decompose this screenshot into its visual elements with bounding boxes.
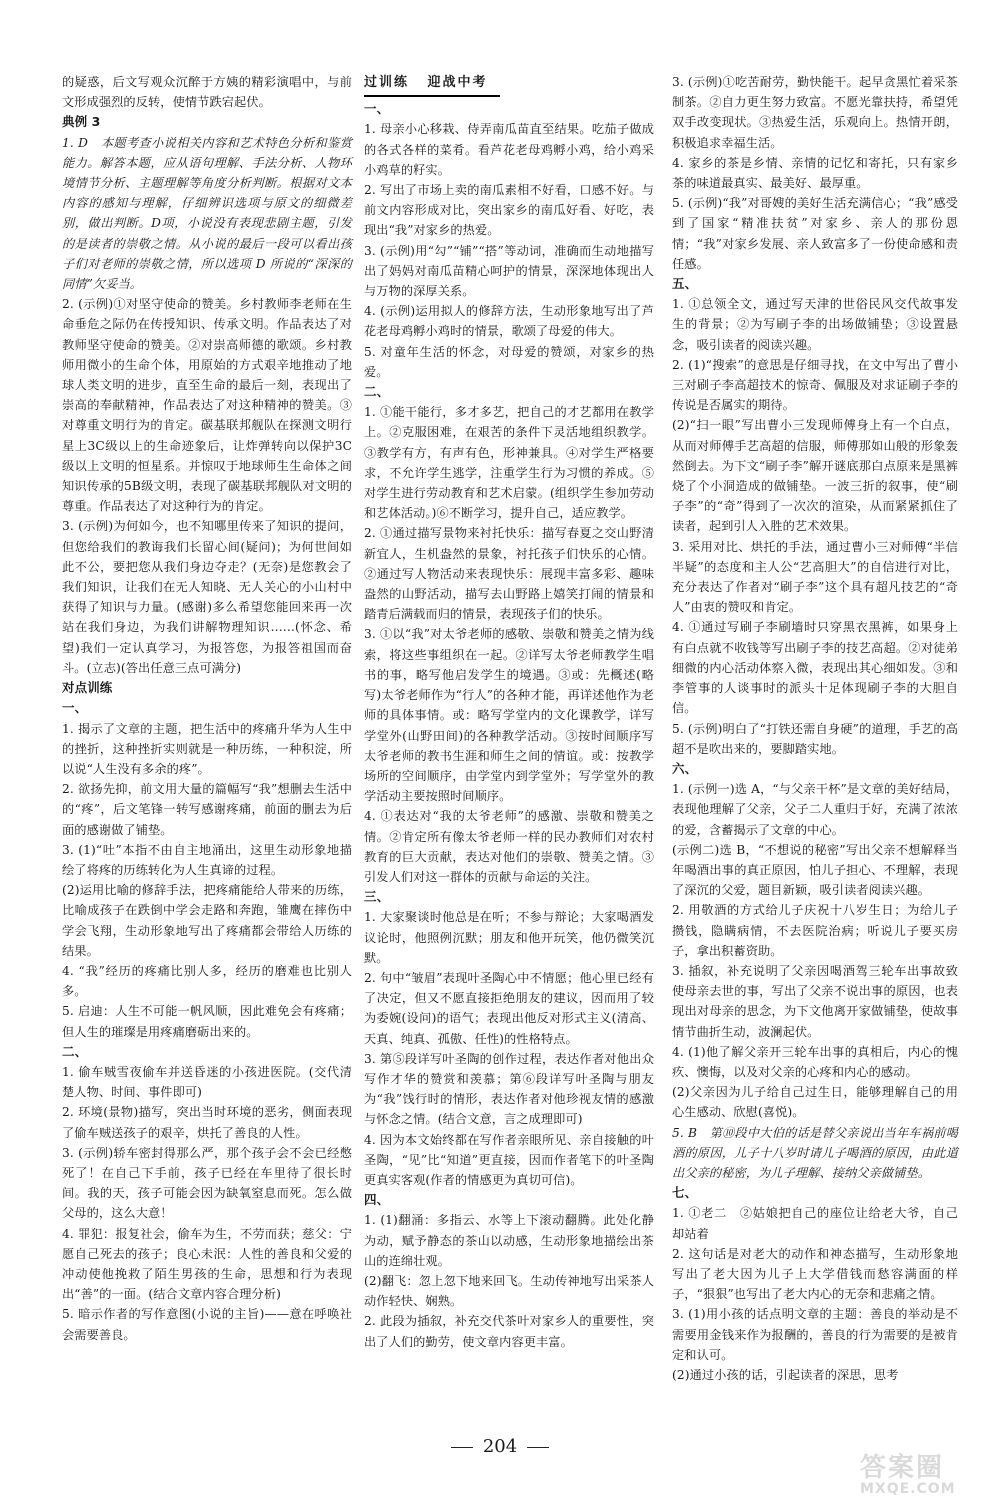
answer-paragraph: 4. “我”经历的疼痛比别人多，经历的磨难也比别人多。	[62, 963, 352, 999]
answer-paragraph: 5. 暗示作者的写作意图(小说的主旨)——意在呼唤社会需要善良。	[62, 1307, 352, 1342]
answer-paragraph: 2. 这句话是对老大的动作和神态描写，生动形象地写出了老大因为儿子上大学借钱而愁容满面的样子，“狠狠”也写出了老大内心的无奈和悲痛之情。	[672, 1246, 958, 1302]
answer-paragraph: 2. (示例)①对坚守使命的赞美。乡村教师李老师在生命垂危之际仍在传授知识、传承文明。作品表达了对教师坚守使命的赞美。②对崇高师德的歌颂。乡村教师用微小的生命个体，用原始的方式艰辛地推动了地球人类文明的进步，直至生命的最后一刻，表现出了崇高的奉献精神，作品表达了对这种精神的赞美。③对尊重文明行为的肯定。碳基联邦舰队在探测文明行星上3C级以上的生命迹象后，让炸弹转向以保护3C级以上文明的恒星系。并惊叹于地球师生生命体之间知识传承的5B级文明，表现了碳基联邦舰队对文明的尊重。作品表达了对这种行为的肯定。	[62, 297, 352, 514]
page-number	[0, 1436, 1000, 1457]
answer-paragraph: 5. 启迪：人生不可能一帆风顺，因此难免会有疼痛；但人生的璀璨是用疼痛磨砺出来的。	[62, 1004, 352, 1039]
answer-paragraph: 1. 偷车贼雪夜偷车并送昏迷的小孩进医院。(交代清楚人物、时间、事件即可)	[62, 1064, 352, 1100]
answer-paragraph: 2. 用敬酒的方式给儿子庆祝十八岁生日；为给儿子攒钱，隐瞒病情，不去医院治病；听说儿子要买房子，拿出积蓄资助。	[672, 903, 958, 958]
answer-paragraph: (2)翻飞：忽上忽下地来回飞。生动传神地写出采茶人动作轻快、娴熟。	[364, 1273, 654, 1309]
answer-paragraph: 1. D 本题考查小说相关内容和艺术特色分析和鉴赏能力。解答本题，应从语句理解、手法分析、人物环境情节分析、主题理解等角度分析判断。根据对文本内容的感知与理解，仔细辨识选项与原文的细微差别，做出判断。D项，小说没有表现悲剧主题，引发的是读者的崇敬之情。从小说的最后一段可以看出孩子们对老师的崇敬之情，所以选项 D 所说的“深深的同情”欠妥当。	[62, 135, 352, 292]
answer-paragraph: 4. (1)他了解父亲开三轮车出事的真相后，内心的愧疚、懊悔，以及对父亲的心疼和内心的感动。	[672, 1044, 958, 1079]
answer-paragraph: 4. ①通过写刷子李刷墙时只穿黑衣黑裤，如果身上有白点就不收钱等写出刷子李的技艺高超。②对徒弟细微的内心活动体察入微，表现出其心细如发。③和李管事的人谈事时的派头十足体现刷子李的大胆自信。	[672, 620, 958, 716]
section-banner	[364, 73, 500, 97]
answer-paragraph: 2. (1)“搜索”的意思是仔细寻找，在文中写出了曹小三对刷子李高超技术的惊奇、佩服及对求证刷子李的传说是否属实的期待。	[672, 357, 958, 413]
answer-paragraph: 4. 家乡的茶是乡情、亲情的记忆和寄托，只有家乡茶的味道最真实、最美好、最厚重。	[672, 155, 958, 191]
section-heading: 典例 3	[62, 114, 101, 130]
watermark-logo	[860, 1455, 990, 1499]
answer-paragraph: 4. 罪犯：报复社会，偷车为生，不劳而获；慈父：宁愿自己死去的孩子；良心未泯：人性的善良和父爱的冲动使他挽救了陌生男孩的生命，思想和行为表现出“善”的一面。(结合文章内容合理分析)	[62, 1226, 352, 1302]
subsection-number: 七、	[672, 1185, 698, 1201]
answer-paragraph: 1. ①能干能行，多才多艺，把自己的才艺都用在教学上。②克服困难，在艰苦的条件下灵活地组织教学。③教学有方，有声有色，形神兼具。④对学生严格要求，不允许学生逃学，注重学生行为习惯的养成。⑤对学生进行劳动教育和艺术启蒙。(组织学生参加劳动和艺体活动。)⑥不断学习，提升自己，适应教学。	[364, 405, 654, 521]
answer-paragraph: 3. (1)用小孩的话点明文章的主题：善良的举动是不需要用金钱来作为报酬的，善良的行为需要的是被肯定和认可。	[672, 1307, 958, 1362]
subsection-number: 六、	[672, 760, 698, 776]
answer-paragraph: 的疑惑，后文写观众沉醉于方姨的精彩演唱中，与前文形成强烈的反转，使情节跌宕起伏。	[62, 75, 352, 110]
answer-paragraph: 1. ①总领全文，通过写天津的世俗民风交代故事发生的背景；②为写刷子李的出场做铺垫；③设置悬念，吸引读者的阅读兴趣。	[672, 297, 958, 352]
answer-paragraph: 2. 环境(景物)描写，突出当时环境的恶劣，侧面表现了偷车贼送孩子的艰辛，烘托了善良的人性。	[62, 1105, 352, 1140]
answer-paragraph: 4. 因为本文始终都在写作者亲眼所见、亲自接触的叶圣陶，“见”比“知道”更直接，因而作者笔下的叶圣陶更真实客观(作者的情感更为真切可信)。	[364, 1132, 654, 1187]
answer-paragraph: 2. 写出了市场上卖的南瓜素相不好看，口感不好。与前文内容形成对比，突出家乡的南瓜好看、好吃，表现出“我”对家乡的热爱。	[364, 183, 654, 238]
answer-paragraph: 3. 第⑤段详写叶圣陶的创作过程，表达作者对他出众写作才华的赞赏和羡慕；第⑥段详写叶圣陶与朋友为“我”饯行时的情形，表达作者对他珍视友情的感激与怀念之情。(结合文意，言之成理即可)	[364, 1051, 654, 1127]
answer-paragraph: 3. (示例)用“勾”“铺”“搭”等动词，准确而生动地描写出了妈妈对南瓜苗精心呵护的情景，深深地体现出人与万物的深厚关系。	[364, 243, 654, 299]
watermark-line2: MXQE.COM	[860, 1481, 956, 1497]
right-dash	[527, 1447, 549, 1448]
section-heading: 对点训练	[62, 680, 113, 696]
answer-paragraph: 1. (示例一)选 A，“与父亲干杯”是文章的美好结局，表现他理解了父亲，父子二人重归于好，充满了浓浓的爱，含蓄揭示了文章的中心。	[672, 782, 958, 837]
answer-paragraph: 2. 欲扬先抑，前文用大量的篇幅写“我”想删去生活中的“疼”，后文笔锋一转写感谢疼痛，前面的删去为后面的感谢做了铺垫。	[62, 782, 352, 837]
answer-paragraph: 1. 揭示了文章的主题，把生活中的疼痛升华为人生中的挫折，这种挫折实则就是一种历练，一种积淀，所以说“人生没有多余的疼”。	[62, 721, 352, 776]
answer-paragraph: 5. (示例)明白了“打铁还需自身硬”的道理，手艺的高超不是吹出来的，要脚踏实地。	[672, 721, 958, 756]
answer-column-3	[672, 72, 958, 1385]
subsection-number: 三、	[364, 889, 390, 905]
answer-paragraph: (2)“扫一眼”写出曹小三发现师傅身上有一个白点，从而对师傅手艺高超的信服，师傅那如山般的形象轰然倒去。为下文“刷子李”解开谜底那白点原来是黑裤烧了个小洞造成的做铺垫。一波三折的叙事，使“刷子李”的“奇”得到了一次次的渲染，从而紧紧抓住了读者，起到引人入胜的艺术效果。	[672, 418, 958, 534]
answer-paragraph: 3. (1)“吐”本指不由自主地涌出，这里生动形象地描绘了将疼的历练转化为人生真谛的过程。	[62, 842, 352, 877]
watermark-line1: 答案圈	[860, 1453, 945, 1483]
answer-paragraph: (2)父亲因为儿子给自己过生日，能够理解自己的用心生感动、欣慰(喜悦)。	[672, 1085, 958, 1120]
subsection-number: 一、	[62, 700, 88, 716]
subsection-number: 二、	[364, 384, 390, 400]
answer-paragraph: 1. 母亲小心移栽、侍弄南瓜苗直至结果。吃茄子做成的各式各样的菜肴。看芦花老母鸡孵小鸡，给小鸡采小鸡草的籽实。	[364, 122, 654, 177]
answer-paragraph: 1. ①老二 ②姑娘把自己的座位让给老大爷，自己却站着	[672, 1206, 958, 1241]
banner-title-1: 过训练	[364, 75, 410, 90]
answer-paragraph: 4. ①表达对“我的太爷老师”的感激、崇敬和赞美之情。②肯定所有像太爷老师一样的民办教师们对农村教育的巨大贡献，表达对他们的崇敬、赞美之情。③引发人们对这一群体的贡献与命运的关注。	[364, 809, 654, 884]
column-2-body	[364, 99, 654, 1352]
answer-column-1	[62, 72, 352, 1345]
answer-paragraph: 5. B 第⑩段中大伯的话是替父亲说出当年车祸前喝酒的原因，儿子十八岁时请儿子喝酒的原因，由此道出父亲的秘密，为儿子理解、接纳父亲做铺垫。	[672, 1125, 958, 1180]
answer-paragraph: 3. 采用对比、烘托的手法，通过曹小三对师傅“半信半疑”的态度和主人公“艺高胆大”的自信进行对比，充分表达了作者对“刷子李”这个具有超凡技艺的“奇人”由衷的赞叹和肯定。	[672, 539, 958, 615]
subsection-number: 一、	[364, 101, 390, 117]
answer-paragraph: 3. (示例)①吃苦耐劳，勤快能干。起早贪黑忙着采茶制茶。②自力更生努力致富。不愿光靠扶持，希望凭双手改变现状。③热爱生活，乐观向上。热情开朗，积极追求幸福生活。	[672, 75, 958, 150]
subsection-number: 五、	[672, 276, 698, 292]
answer-paragraph: (2)运用比喻的修辞手法，把疼痛能给人带来的历练，比喻成孩子在跌倒中学会走路和奔跑，雏鹰在摔伤中学会飞翔，生动形象地写出了疼痛都会带给人历练的结果。	[62, 883, 352, 958]
answer-paragraph: 1. (1)翻涌：多指云、水等上下滚动翻腾。此处化静为动，赋予静态的茶山以动感，生动形象地描绘出茶山的连绵壮观。	[364, 1213, 654, 1268]
answer-paragraph: 3. (示例)为何如今，也不知哪里传来了知识的提问，但您给我们的教诲我们长留心间(疑问)；为何世间如此不公，要把您从我们身边夺走？(无奈)是您教会了我们知识，让我们在无人知晓、无人关心的小山村中获得了知识与力量。(感谢)多么希望您能回来再一次站在我们身边，为我们讲解物理知识……(怀念、希望)我们一定认真学习，为报答您，为报答祖国而奋斗。(立志)(答出任意三点可满分)	[62, 519, 352, 675]
answer-paragraph: 1. 大家聚谈时他总是在听；不参与辩论；大家喝酒发议论时，他照例沉默；朋友和他开玩笑，他仍微笑沉默。	[364, 910, 654, 965]
answer-paragraph: 3. (示例)轿车密封得那么严，那个孩子会不会已经憋死了！在自己下手前，孩子已经在车里待了很长时间。我的天，孩子可能会因为缺氧窒息而死。怎么做父母的，这么大意！	[62, 1145, 352, 1221]
subsection-number: 四、	[364, 1192, 390, 1208]
answer-paragraph: 4. (示例)运用拟人的修辞方法，生动形象地写出了芦花老母鸡孵小鸡时的情景，歌颂了母爱的伟大。	[364, 304, 654, 339]
answer-column-2	[364, 72, 654, 1352]
answer-paragraph: (2)通过小孩的话，引起读者的深思，思考	[672, 1368, 899, 1382]
answer-paragraph: 5. (示例)“我”对哥嫂的美好生活充满信心；“我”感受到了国家“精准扶贫”对家乡、亲人的那份恩情；“我”对家乡发展、亲人致富多了一份使命感和责任感。	[672, 196, 958, 271]
answer-paragraph: 3. 插叙，补充说明了父亲因喝酒驾三轮车出事故致使母亲去世的事，写出了父亲不说出事的原因，也表现出对母亲的思念，为下文他离开家做铺垫，使故事情节曲折生动，波澜起伏。	[672, 963, 958, 1039]
subsection-number: 二、	[62, 1043, 88, 1059]
answer-paragraph: 2. 此段为插叙，补充交代茶叶对家乡人的重要性，突出了人们的勤劳，使文章内容更丰富。	[364, 1314, 654, 1349]
answer-paragraph: 5. 对童年生活的怀念，对母爱的赞颂，对家乡的热爱。	[364, 344, 654, 379]
banner-title-2: 迎战中考	[427, 75, 488, 90]
answer-paragraph: 3. ①以“我”对太爷老师的感敬、崇敬和赞美之情为线索，将这些事组织在一起。②详写太爷老师教学生唱书的事，略写他启发学生的境遇。③或：先概述(略写)太爷老师作为“行人”的各种才能，再详述他作为老师的具体事情。或：略写学堂内的文化课教学，详写学堂外(山野田间)的各种教学活动。③按时间顺序写太爷老师的教书生涯和师生之间的情谊。或：按教学场所的空间顺序，由学堂内到学堂外；写学堂外的教学活动主要按照时间顺序。	[364, 627, 654, 804]
left-dash	[451, 1447, 473, 1448]
page-number-text: 204	[482, 1436, 518, 1457]
answer-paragraph: 2. ①通过描写景物来衬托快乐：描写春夏之交山野清新宜人，生机盎然的景象，衬托孩子们快乐的心情。②通过写人物活动来表现快乐：展现丰富多彩、趣味盎然的山野活动，描写去山野路上嬉笑打闹的情景和踏青后满载而归的情景，表现孩子们的快乐。	[364, 526, 654, 622]
answer-paragraph: 2. 句中“皱眉”表现叶圣陶心中不情愿；他心里已经有了决定，但又不愿直接拒绝朋友的建议，因而用了较为委婉(设问)的语气；表现出他反对形式主义(清高、天真、纯真、孤傲、任性)的性格特点。	[364, 970, 654, 1046]
answer-paragraph: (示例二)选 B，“不想说的秘密”写出父亲不想解释当年喝酒出事的真正原因，怕儿子担心、不理解，表现了深沉的父爱，题目新颖，吸引读者阅读兴趣。	[672, 842, 958, 898]
